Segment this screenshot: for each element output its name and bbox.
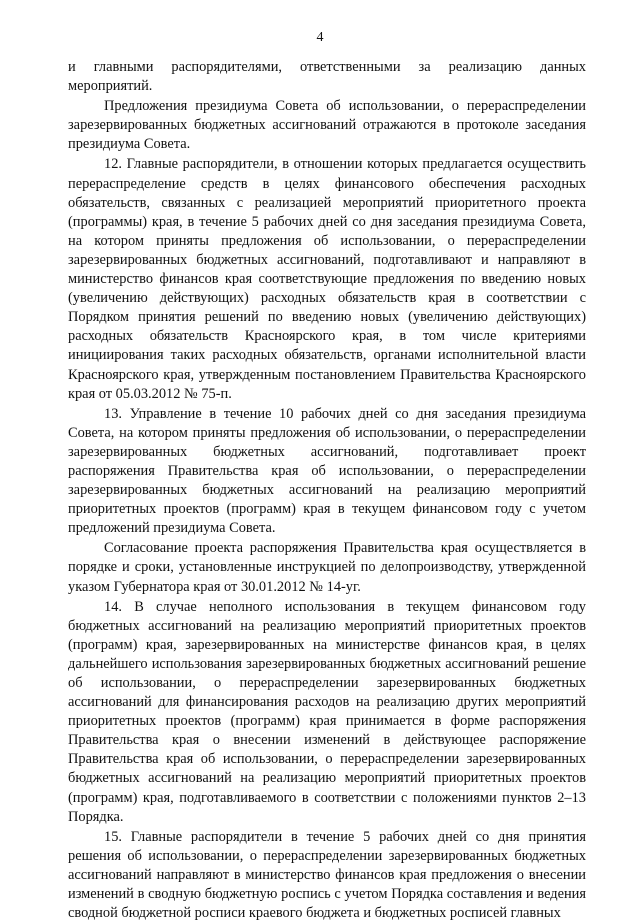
paragraph-presidium-proposals: Предложения президиума Совета об использовании, о перераспределении зарезервированных бюджетных ассигнований отражаются в протоколе заседания президиума Совета.	[68, 98, 586, 153]
paragraph-item-14: 14. В случае неполного использования в текущем финансовом году бюджетных ассигнований на реализацию мероприятий приоритетных проектов (программ) края, зарезервированных на министерстве финансов края, в целях дальнейшего использования зарезервированных бюджетных ассигнований решение об использовании, о перераспределении зарезервированных бюджетных ассигнований для финансирования расходов на реализацию других мероприятий приоритетных проектов (программ) края принимается в форме распоряжения Правительства края о внесении изменений в действующее распоряжение Правительства края об использовании, о перераспределении зарезервированных бюджетных ассигнований на реализацию мероприятий приоритетных проектов (программ) края, подготавливаемого в соответствии с положениями пунктов 2–13 Порядка.	[68, 598, 586, 825]
paragraph-approval: Согласование проекта распоряжения Правительства края осуществляется в порядке и сроки, установленные инструкцией по делопроизводству, утвержденной указом Губернатора края от 30.01.2012 № 14-уг.	[68, 540, 586, 595]
page-number: 4	[316, 30, 324, 45]
paragraph-item-15: 15. Главные распорядители в течение 5 рабочих дней со дня принятия решения об использовании, о перераспределении зарезервированных бюджетных ассигнований направляют в министерство финансов края предложения о внесении изменений в сводную бюджетную роспись с учетом Порядка составления и ведения сводной бюджетной росписи краевого бюджета и бюджетных росписей главных	[68, 828, 586, 922]
document-body	[68, 58, 586, 923]
paragraph-continuation: и главными распорядителями, ответственными за реализацию данных мероприятий.	[68, 59, 586, 95]
paragraph-item-12: 12. Главные распорядители, в отношении которых предлагается осуществить перераспределение средств в целях финансового обеспечения расходных обязательств, связанных с реализацией мероприятий приоритетного проекта (программы) края, в течение 5 рабочих дней со дня заседания президиума Совета, на котором приняты предложения об использовании, о перераспределении зарезервированных бюджетных ассигнований, подготавливают и направляют в министерство финансов края соответствующие предложения по введению новых (увеличению действующих) расходных обязательств края в соответствии с Порядком принятия решений по введению новых (увеличению действующих) расходных обязательств Красноярского края, в том числе критериями инициирования таких расходных обязательств, органами исполнительной власти Красноярского края, утвержденным постановлением Правительства Красноярского края от 05.03.2012 № 75-п.	[68, 156, 586, 402]
paragraph-item-13: 13. Управление в течение 10 рабочих дней со дня заседания президиума Совета, на котором приняты предложения об использовании, о перераспределении зарезервированных бюджетных ассигнований, подготавливает проект распоряжения Правительства края об использовании, о перераспределении зарезервированных бюджетных ассигнований на реализацию мероприятий приоритетных проектов (программ) края в текущем финансовом году с учетом предложений президиума Совета.	[68, 405, 586, 537]
